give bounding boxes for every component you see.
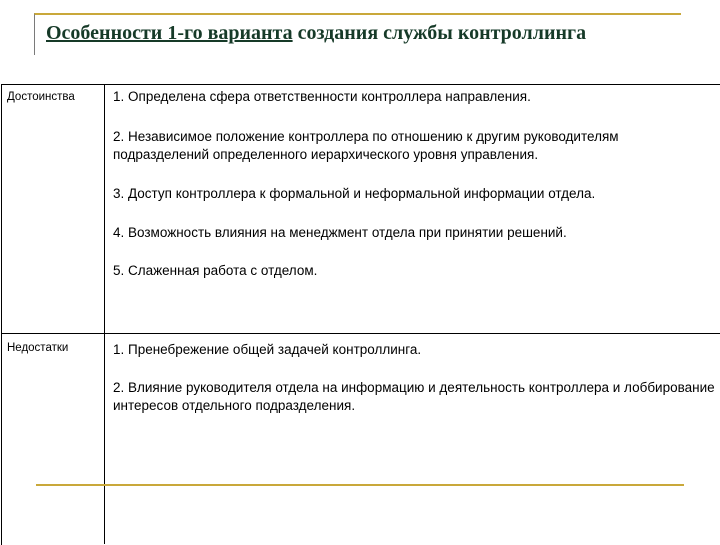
- page-title: [46, 22, 696, 45]
- column-divider: [104, 84, 105, 544]
- title-rest: создания службы контроллинга: [292, 22, 587, 44]
- disadvantage-item-2: 2. Влияние руководителя отдела на информацию и деятельность контроллера и лоббирование интересов отдельного подразделения.: [113, 380, 715, 413]
- advantage-item-5: 5. Слаженная работа с отделом.: [113, 263, 318, 278]
- advantage-item-2: 2. Независимое положение контроллера по отношению к другим руководителям подразделений определенного иерархического уровня управления.: [113, 129, 619, 162]
- advantage-item-4: 4. Возможность влияния на менеджмент отдела при принятии решений.: [113, 225, 567, 240]
- title-underlined: Особенности 1-го варианта: [46, 22, 293, 44]
- advantage-item-3: 3. Доступ контроллера к формальной и неформальной информации отдела.: [113, 186, 596, 201]
- advantages-label: Достоинства: [7, 91, 75, 103]
- row-divider: [1, 333, 720, 334]
- advantage-item-1: 1. Определена сфера ответственности контроллера направления.: [113, 89, 531, 104]
- disadvantage-item-1: 1. Пренебрежение общей задачей контроллинга.: [113, 342, 422, 357]
- accent-divider: [36, 484, 684, 486]
- disadvantages-label: Недостатки: [7, 342, 69, 354]
